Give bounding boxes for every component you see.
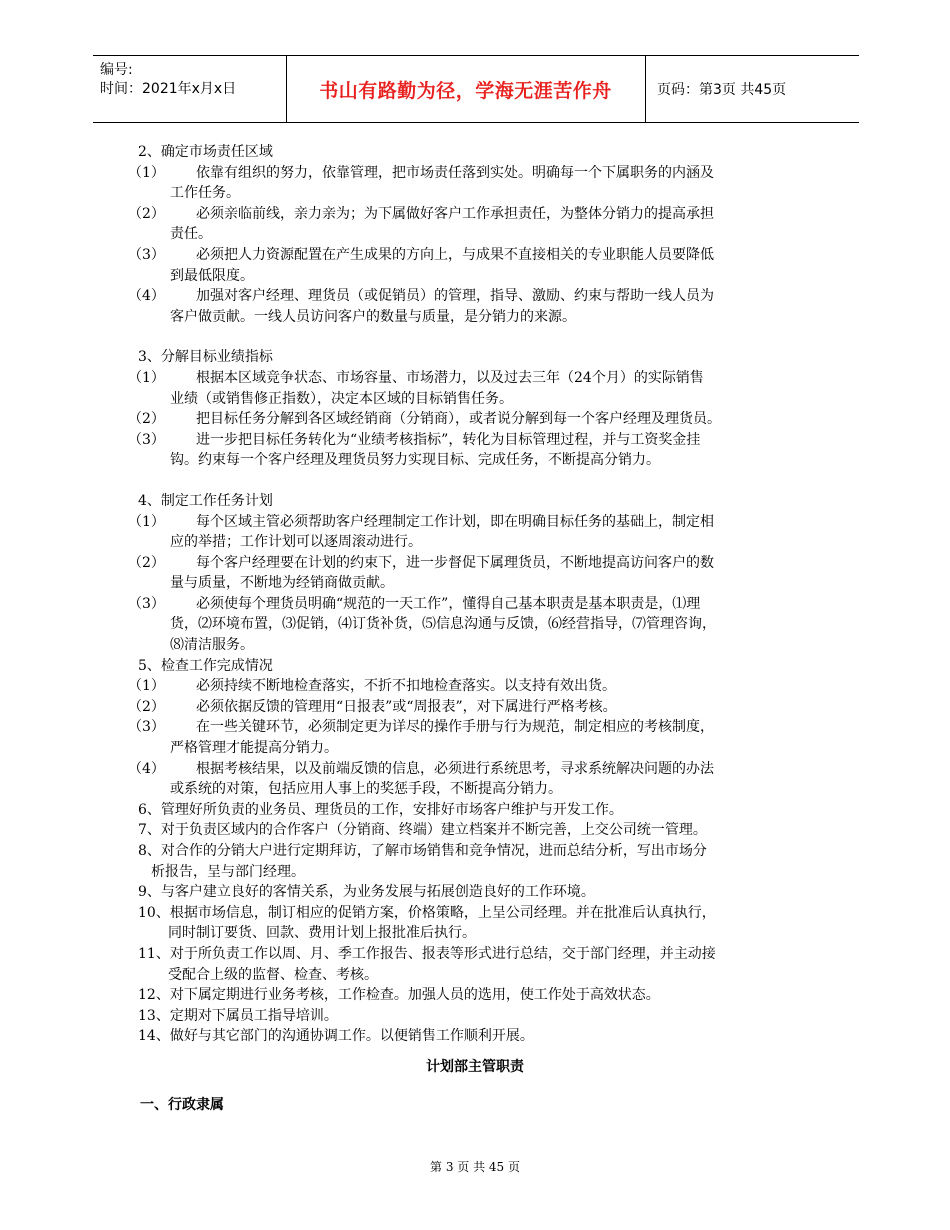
code-label: 编号:	[100, 62, 133, 78]
item-line: 根据考核结果，以及前端反馈的信息，必须进行系统思考，寻求系统解决问题的办法	[196, 760, 714, 777]
item-number: （2）	[128, 205, 165, 222]
item-text	[170, 286, 828, 327]
item-line: 必须亲临前线，亲力亲为；为下属做好客户工作承担责任，为整体分销力的提高承担	[196, 205, 714, 222]
list-item	[128, 594, 828, 656]
spacer	[138, 471, 828, 491]
document-body	[128, 142, 828, 1047]
item-line: 加强对客户经理、理货员（或促销员）的管理，指导、激励、约束与帮助一线人员为	[196, 288, 714, 305]
list-item	[128, 163, 828, 204]
item-text	[170, 594, 828, 656]
item-number: （4）	[128, 760, 165, 777]
item-line: 受配合上级的监督、检查、考核。	[168, 966, 378, 983]
item-line: 同时制订要货、回款、费用计划上报批准后执行。	[168, 925, 476, 942]
item-text	[170, 697, 828, 718]
item-line: 责任。	[170, 226, 212, 243]
list-item	[128, 245, 828, 286]
list-item	[138, 985, 828, 1006]
list-item	[138, 903, 828, 944]
item-text	[170, 717, 828, 758]
spacer	[138, 327, 828, 347]
item-number: （4）	[128, 288, 165, 305]
list-item	[128, 409, 828, 430]
item-line: 6、管理好所负责的业务员、理货员的工作，安排好市场客户维护与开发工作。	[138, 801, 623, 818]
list-item	[138, 1006, 828, 1027]
list-item	[128, 512, 828, 553]
item-text	[170, 163, 828, 204]
item-line: ⑻清洁服务。	[170, 637, 254, 654]
list-item	[128, 717, 828, 758]
item-text	[170, 676, 828, 697]
item-line: 8、对合作的分销大户进行定期拜访，了解市场销售和竞争情况，进而总结分析，写出市场分	[138, 843, 707, 859]
item-line: 9、与客户建立良好的客情关系，为业务发展与拓展创造良好的工作环境。	[138, 884, 595, 901]
item-line: 每个客户经理要在计划的约束下，进一步督促下属理货员，不断地提高访问客户的数	[196, 554, 714, 571]
item-text	[170, 368, 828, 409]
item-line: 依靠有组织的努力，依靠管理，把市场责任落到实处。明确每一个下属职务的内涵及	[196, 164, 714, 181]
list-item	[128, 553, 828, 594]
list-item	[138, 841, 828, 882]
item-number: （2）	[128, 698, 165, 715]
item-number: （2）	[128, 411, 165, 428]
item-line: 业绩（或销售修正指数），决定本区域的目标销售任务。	[170, 390, 513, 407]
list-item	[138, 800, 828, 821]
item-line: 12、对下属定期进行业务考核，工作检查。加强人员的选用，使工作处于高效状态。	[138, 987, 660, 1004]
header-meta	[93, 56, 287, 122]
item-line: 11、对于所负责工作以周、月、季工作报告、报表等形式进行总结，交于部门经理，并主动接	[138, 945, 716, 962]
item-line: 每个区域主管必须帮助客户经理制定工作计划，即在明确目标任务的基础上，制定相	[196, 513, 714, 530]
header-motto: 书山有路勤为径，学海无涯苦作舟	[286, 56, 646, 122]
list-item	[128, 204, 828, 245]
item-number: （1）	[128, 513, 165, 530]
list-item	[128, 697, 828, 718]
section-heading: 4、制定工作任务计划	[138, 492, 273, 509]
item-text	[170, 245, 828, 286]
item-text	[170, 204, 828, 245]
header-page-label: 页码：第3页 共45页	[657, 82, 787, 98]
item-line: 7、对于负责区域内的合作客户（分销商、终端）建立档案并不断完善，上交公司统一管理。	[138, 822, 707, 839]
item-number: （3）	[128, 431, 165, 448]
list-item	[138, 882, 828, 903]
item-line: 析报告，呈与部门经理。	[151, 863, 305, 880]
list-item	[138, 1026, 828, 1047]
item-line: 客户做贡献。一线人员访问客户的数量与质量，是分销力的来源。	[170, 308, 576, 325]
section-heading: 3、分解目标业绩指标	[138, 349, 273, 366]
item-text	[170, 430, 828, 471]
item-text	[170, 759, 828, 800]
subheading: 一、行政隶属	[140, 1097, 224, 1113]
item-line: 严格管理才能提高分销力。	[170, 740, 338, 757]
item-number: （1）	[128, 369, 165, 386]
item-line: 14、做好与其它部门的沟通协调工作。以便销售工作顺利开展。	[138, 1028, 534, 1045]
list-item	[138, 944, 828, 985]
item-line: 必须依据反馈的管理用“日报表”或“周报表”，对下属进行严格考核。	[196, 698, 617, 715]
item-line: 或系统的对策，包括应用人事上的奖惩手段，不断提高分销力。	[170, 781, 562, 798]
item-number: （1）	[128, 678, 165, 695]
item-line: 钩。约束每一个客户经理及理货员努力实现目标、完成任务，不断提高分销力。	[170, 452, 660, 469]
item-text	[170, 512, 828, 553]
item-line: 货，⑵环境布置，⑶促销，⑷订货补货，⑸信息沟通与反馈，⑹经营指导，⑺管理咨询，	[170, 616, 716, 633]
list-item	[128, 676, 828, 697]
section-heading: 5、检查工作完成情况	[138, 657, 273, 674]
item-number: （3）	[128, 719, 165, 736]
page-header	[93, 55, 859, 123]
item-number: （3）	[128, 246, 165, 263]
item-text	[170, 553, 828, 594]
item-line: 必须把人力资源配置在产生成果的方向上，与成果不直接相关的专业职能人员要降低	[196, 246, 714, 263]
list-item	[128, 286, 828, 327]
item-line: 工作任务。	[170, 185, 240, 202]
list-item	[138, 820, 828, 841]
item-text	[170, 409, 828, 430]
item-line: 量与质量，不断地为经销商做贡献。	[170, 575, 394, 592]
item-line: 把目标任务分解到各区域经销商（分销商），或者说分解到每一个客户经理及理货员。	[196, 411, 721, 428]
item-line: 10、根据市场信息，制订相应的促销方案，价格策略，上呈公司经理。并在批准后认真执行，	[138, 904, 716, 921]
item-number: （1）	[128, 164, 165, 181]
list-item	[128, 368, 828, 409]
section-heading: 2、确定市场责任区域	[138, 144, 273, 160]
list-item	[128, 759, 828, 800]
item-line: 进一步把目标任务转化为“业绩考核指标”，转化为目标管理过程，并与工资奖金挂	[196, 431, 701, 448]
item-number: （3）	[128, 595, 165, 612]
item-line: 在一些关键环节，必须制定更为详尽的操作手册与行为规范，制定相应的考核制度，	[196, 719, 714, 736]
item-line: 必须持续不断地检查落实，不折不扣地检查落实。以支持有效出货。	[196, 678, 616, 695]
item-number: （2）	[128, 554, 165, 571]
item-line: 根据本区域竞争状态、市场容量、市场潜力，以及过去三年（24个月）的实际销售	[196, 369, 704, 386]
item-line: 到最低限度。	[170, 267, 254, 284]
item-line: 13、定期对下属员工指导培训。	[138, 1007, 338, 1024]
doc-title: 计划部主管职责	[426, 1059, 524, 1075]
item-line: 必须使每个理货员明确“规范的一天工作”，懂得自己基本职责是基本职责是，⑴理	[196, 595, 701, 612]
item-line: 应的举措；工作计划可以逐周滚动进行。	[170, 534, 422, 551]
page-footer: 第 3 页 共 45 页	[430, 1160, 520, 1174]
time-label: 时间：2021年x月x日	[100, 81, 237, 97]
list-item	[128, 430, 828, 471]
